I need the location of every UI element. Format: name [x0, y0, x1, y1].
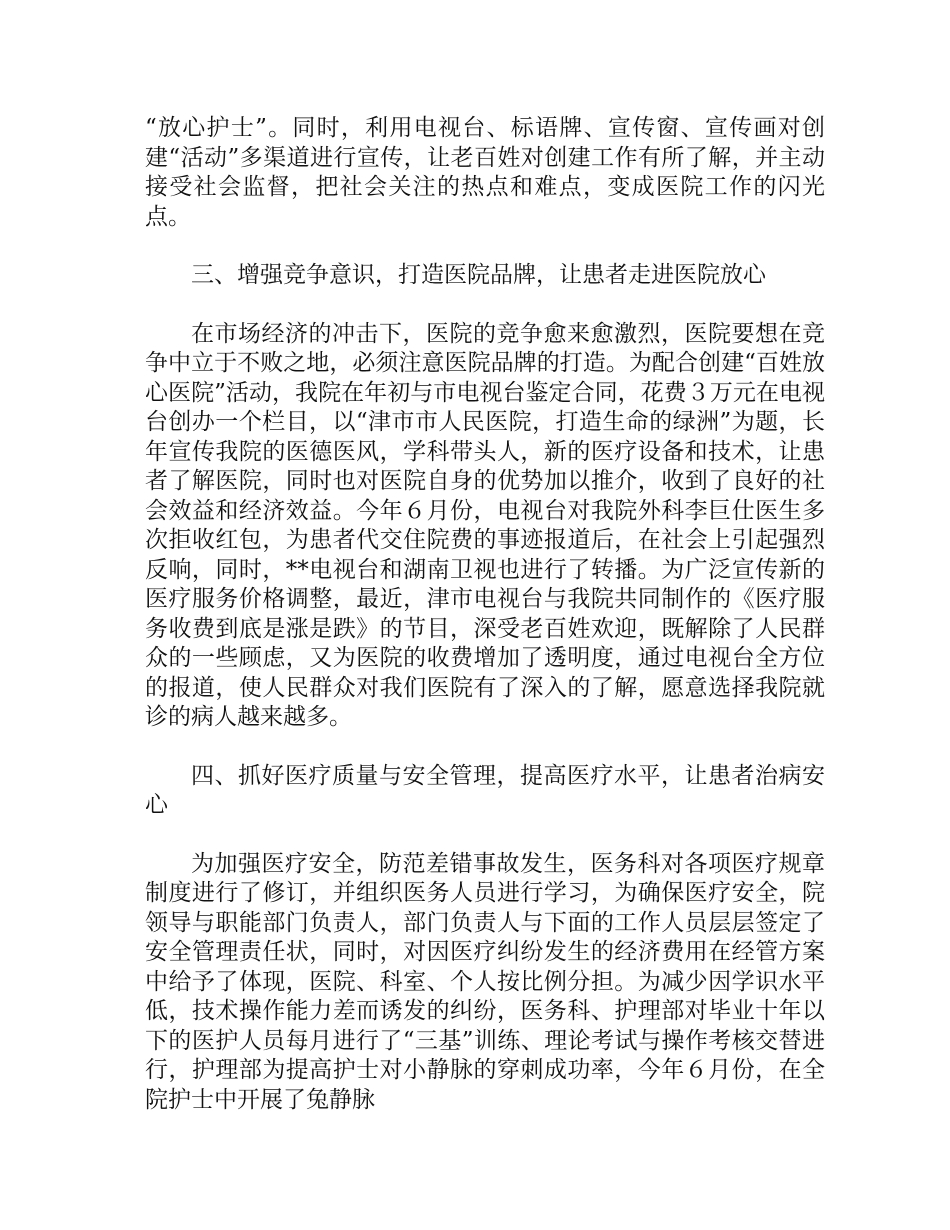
body-paragraph: 为加强医疗安全，防范差错事故发生，医务科对各项医疗规章制度进行了修订，并组织医务人员进行学习，为确保医疗安全，院领导与职能部门负责人，部门负责人与下面的工作人员层层签定了安全管理责任状，同时，对因医疗纠纷发生的经济费用在经管方案中给予了体现，医院、科室、个人按比例分担。为减少因学识水平低，技术操作能力差而诱发的纠纷，医务科、护理部对毕业十年以下的医护人员每月进行了“三基”训练、理论考试与操作考核交替进行，护理部为提高护士对小静脉的穿刺成功率，今年６月份，在全院护士中开展了兔静脉 [145, 850, 825, 1113]
section-heading: 三、增强竞争意识，打造医院品牌，让患者走进医院放心 [191, 262, 766, 288]
body-paragraph: 在市场经济的冲击下，医院的竞争愈来愈激烈，医院要想在竞争中立于不败之地，必须注意医院品牌的打造。为配合创建“百姓放心医院”活动，我院在年初与市电视台鉴定合同，花费３万元在电视台创办一个栏目，以“津市市人民医院，打造生命的绿洲”为题，长年宣传我院的医德医风，学科带头人，新的医疗设备和技术，让患者了解医院，同时也对医院自身的优势加以推介，收到了良好的社会效益和经济效益。今年６月份，电视台对我院外科李巨仕医生多次拒收红包，为患者代交住院费的事迹报道后，在社会上引起强烈反响，同时，**电视台和湖南卫视也进行了转播。为广泛宣传新的医疗服务价格调整，最近，津市电视台与我院共同制作的《医疗服务收费到底是涨是跌》的节目，深受老百姓欢迎，既解除了人民群众的一些顾虑，又为医院的收费增加了透明度，通过电视台全方位的报道，使人民群众对我们医院有了深入的了解，愿意选择我院就诊的病人越来越多。 [145, 320, 825, 730]
section-heading: 四、抓好医疗质量与安全管理，提高医疗水平，让患者治病安心 [145, 762, 825, 818]
document-body [145, 114, 825, 1115]
body-paragraph: “放心护士”。同时，利用电视台、标语牌、宣传窗、宣传画对创建“活动”多渠道进行宣传，让老百姓对创建工作有所了解，并主动接受社会监督，把社会关注的热点和难点，变成医院工作的闪光点。 [145, 115, 825, 230]
